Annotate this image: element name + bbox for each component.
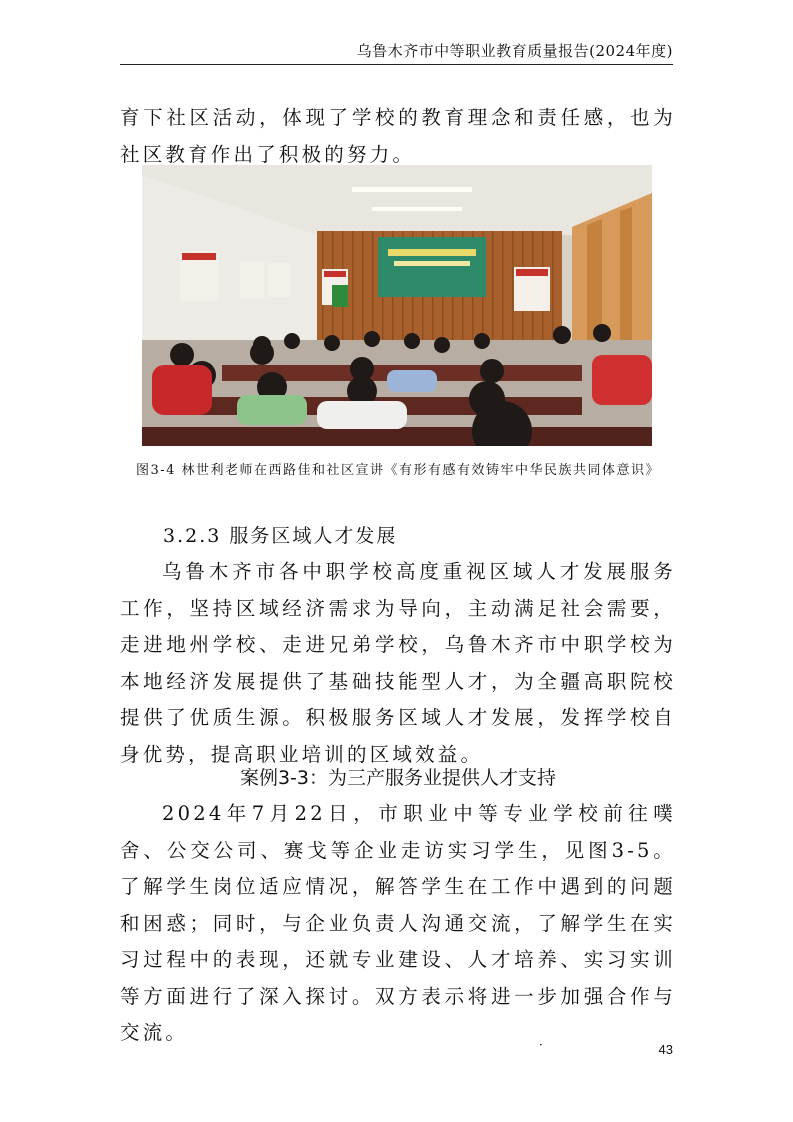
- intro-paragraph: 育下社区活动，体现了学校的教育理念和责任感，也为社区教育作出了积极的努力。: [120, 106, 676, 166]
- section-heading: 3.2.3 服务区域人才发展: [163, 525, 398, 547]
- case-study-title: 案例3-3：为三产服务业提供人才支持: [239, 767, 557, 789]
- talent-paragraph: 乌鲁木齐市各中职学校高度重视区域人才发展服务工作，坚持区域经济需求为导向，主动满足社会需要，走进地州学校、走进兄弟学校，乌鲁木齐市中职学校为本地经济发展提供了基础技能型人才，为全疆高职院校提供了优质生源。积极服务区域人才发展，发挥学校自身优势，提高职业培训的区域效益。: [120, 560, 676, 766]
- figure-caption: 图3-4 林世利老师在西路佳和社区宣讲《有形有感有效铸牢中华民族共同体意识》: [135, 463, 661, 478]
- case-paragraph: 2024年7月22日，市职业中等专业学校前往噗舍、公交公司、赛戈等企业走访实习学生，见图3-5。了解学生岗位适应情况，解答学生在工作中遇到的问题和困惑；同时，与企业负责人沟通交流，了解学生在实习过程中的表现，还就专业建设、人才培养、实习实训等方面进行了深入探讨。双方表示将进一步加强合作与交流。: [120, 802, 676, 1044]
- header-title: 乌鲁木齐市中等职业教育质量报告(2024年度): [356, 42, 673, 60]
- page-number: 43: [658, 1042, 673, 1057]
- footer-dot: ·: [539, 1038, 543, 1052]
- page-header: [120, 34, 673, 65]
- photo-illustration: [142, 165, 652, 446]
- community-lecture-photo: [142, 165, 652, 446]
